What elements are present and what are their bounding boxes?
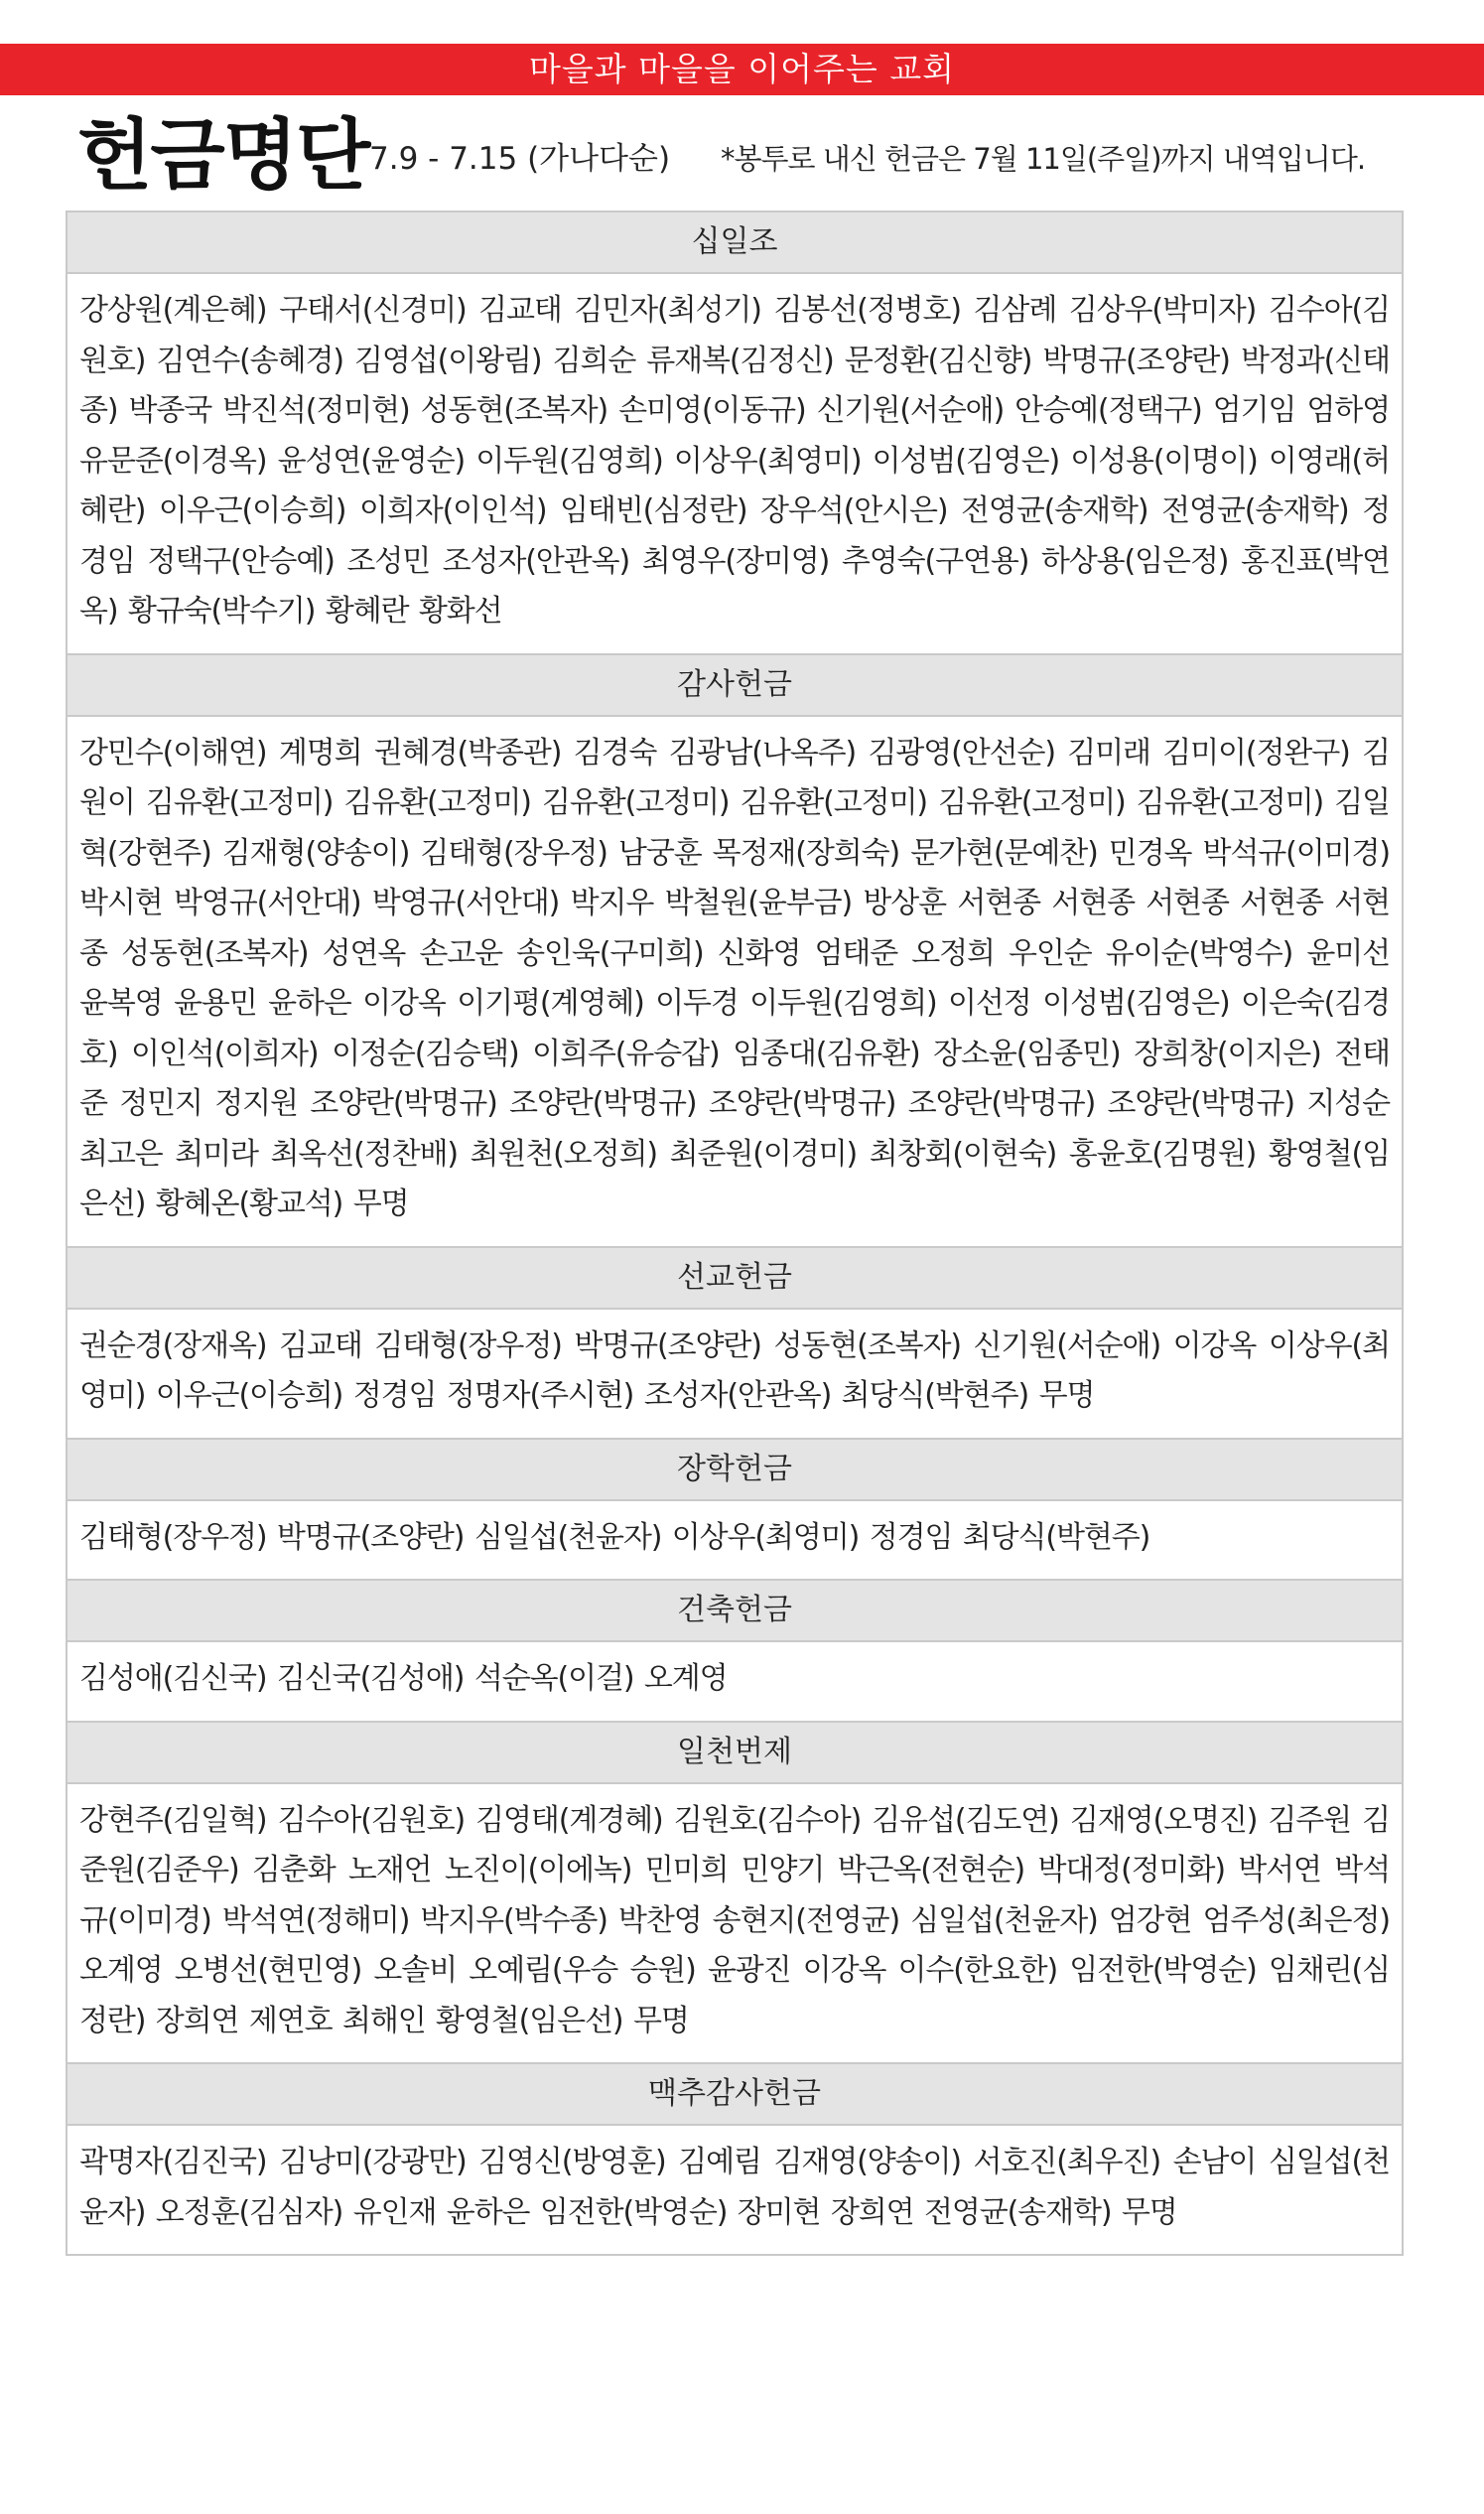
- section-names-thanksgiving: 강민수(이해연) 계명희 권혜경(박종관) 김경숙 김광남(나옥주) 김광영(안선순) 김미래 김미이(정완구) 김원이 김유환(고정미) 김유환(고정미) 김유환(고정미) 김유환(고정미) 김유환(고정미) 김유환(고정미) 김일혁(강현주) 김재형(양송이) 김태형(장우정) 남궁훈 목정재(장희숙) 문가현(문예찬) 민경옥 박석규(이미경) 박시현 박영규(서안대) 박영규(서안대) 박지우 박철원(윤부금) 방상훈 서현종 서현종 서현종 서현종 서현종 성동현(조복자) 성연옥 손고운 송인욱(구미희) 신화영 엄태준 오정희 우인순 유이순(박영수) 윤미선 윤복영 윤용민 윤하은 이강옥 이기평(계영혜) 이두경 이두원(김영희) 이선정 이성범(김영은) 이은숙(김경호) 이인석(이희자) 이정순(김승택) 이희주(유승갑) 임종대(김유환) 장소윤(임종민) 장희창(이지은) 전태준 정민지 정지원 조양란(박명규) 조양란(박명규) 조양란(박명규) 조양란(박명규) 조양란(박명규) 지성순 최고은 최미라 최옥선(정찬배) 최원천(오정희) 최준원(이경미) 최창회(이현숙) 홍윤호(김명원) 황영철(임은선) 황혜온(황교석) 무명: [67, 715, 1402, 1246]
- section-names-thousand-offerings: 강현주(김일혁) 김수아(김원호) 김영태(계경혜) 김원호(김수아) 김유섭(김도연) 김재영(오명진) 김주원 김준원(김준우) 김춘화 노재언 노진이(이에녹) 민미희 민양기 박근옥(전현순) 박대정(정미화) 박서연 박석규(이미경) 박석연(정해미) 박지우(박수종) 박찬영 송현지(전영균) 심일섭(천윤자) 엄강현 엄주성(최은정) 오계영 오병선(현민영) 오솔비 오예림(우승 승원) 윤광진 이강옥 이수(한요한) 임전한(박영순) 임채린(심정란) 장희연 제연호 최해인 황영철(임은선) 무명: [67, 1782, 1402, 2063]
- section-names-tithe: 강상원(계은혜) 구태서(신경미) 김교태 김민자(최성기) 김봉선(정병호) 김삼례 김상우(박미자) 김수아(김원호) 김연수(송혜경) 김영섭(이왕림) 김희순 류재복(김정신) 문정환(김신향) 박명규(조양란) 박정과(신태종) 박종국 박진석(정미현) 성동현(조복자) 손미영(이동규) 신기원(서순애) 안승예(정택구) 엄기임 엄하영 유문준(이경옥) 윤성연(윤영순) 이두원(김영희) 이상우(최영미) 이성범(김영은) 이성용(이명이) 이영래(허혜란) 이우근(이승희) 이희자(이인석) 임태빈(심정란) 장우석(안시은) 전영균(송재학) 전영균(송재학) 정경임 정택구(안승예) 조성민 조성자(안관옥) 최영우(장미영) 추영숙(구연용) 하상용(임은정) 홍진표(박연옥) 황규숙(박수기) 황혜란 황화선: [67, 272, 1402, 653]
- section-title-scholarship: 장학헌금: [67, 1438, 1402, 1499]
- section-title-tithe: 십일조: [67, 212, 1402, 272]
- page-title: 헌금명단: [77, 110, 369, 201]
- section-names-mission: 권순경(장재옥) 김교태 김태형(장우정) 박명규(조양란) 성동현(조복자) 신기원(서순애) 이강옥 이상우(최영미) 이우근(이승희) 정경임 정명자(주시현) 조성자(안관옥) 최당식(박현주) 무명: [67, 1308, 1402, 1438]
- section-names-building: 김성애(김신국) 김신국(김성애) 석순옥(이걸) 오계영: [67, 1640, 1402, 1721]
- section-title-harvest-thanksgiving: 맥추감사헌금: [67, 2062, 1402, 2124]
- section-title-building: 건축헌금: [67, 1579, 1402, 1640]
- section-names-scholarship: 김태형(장우정) 박명규(조양란) 심일섭(천윤자) 이상우(최영미) 정경임 최당식(박현주): [67, 1499, 1402, 1580]
- offering-list: [66, 210, 1404, 2256]
- envelope-note: *봉투로 내신 헌금은 7월 11일(주일)까지 내역입니다.: [721, 142, 1366, 176]
- section-title-mission: 선교헌금: [67, 1246, 1402, 1308]
- date-range: 7.9 - 7.15 (가나다순): [369, 141, 671, 177]
- church-slogan-banner: 마을과 마을을 이어주는 교회: [0, 44, 1484, 95]
- section-names-harvest-thanksgiving: 곽명자(김진국) 김낭미(강광만) 김영신(방영훈) 김예림 김재영(양송이) 서호진(최우진) 손남이 심일섭(천윤자) 오정훈(김심자) 유인재 윤하은 임전한(박영순) 장미현 장희연 전영균(송재학) 무명: [67, 2124, 1402, 2254]
- section-title-thanksgiving: 감사헌금: [67, 653, 1402, 715]
- section-title-thousand-offerings: 일천번제: [67, 1721, 1402, 1782]
